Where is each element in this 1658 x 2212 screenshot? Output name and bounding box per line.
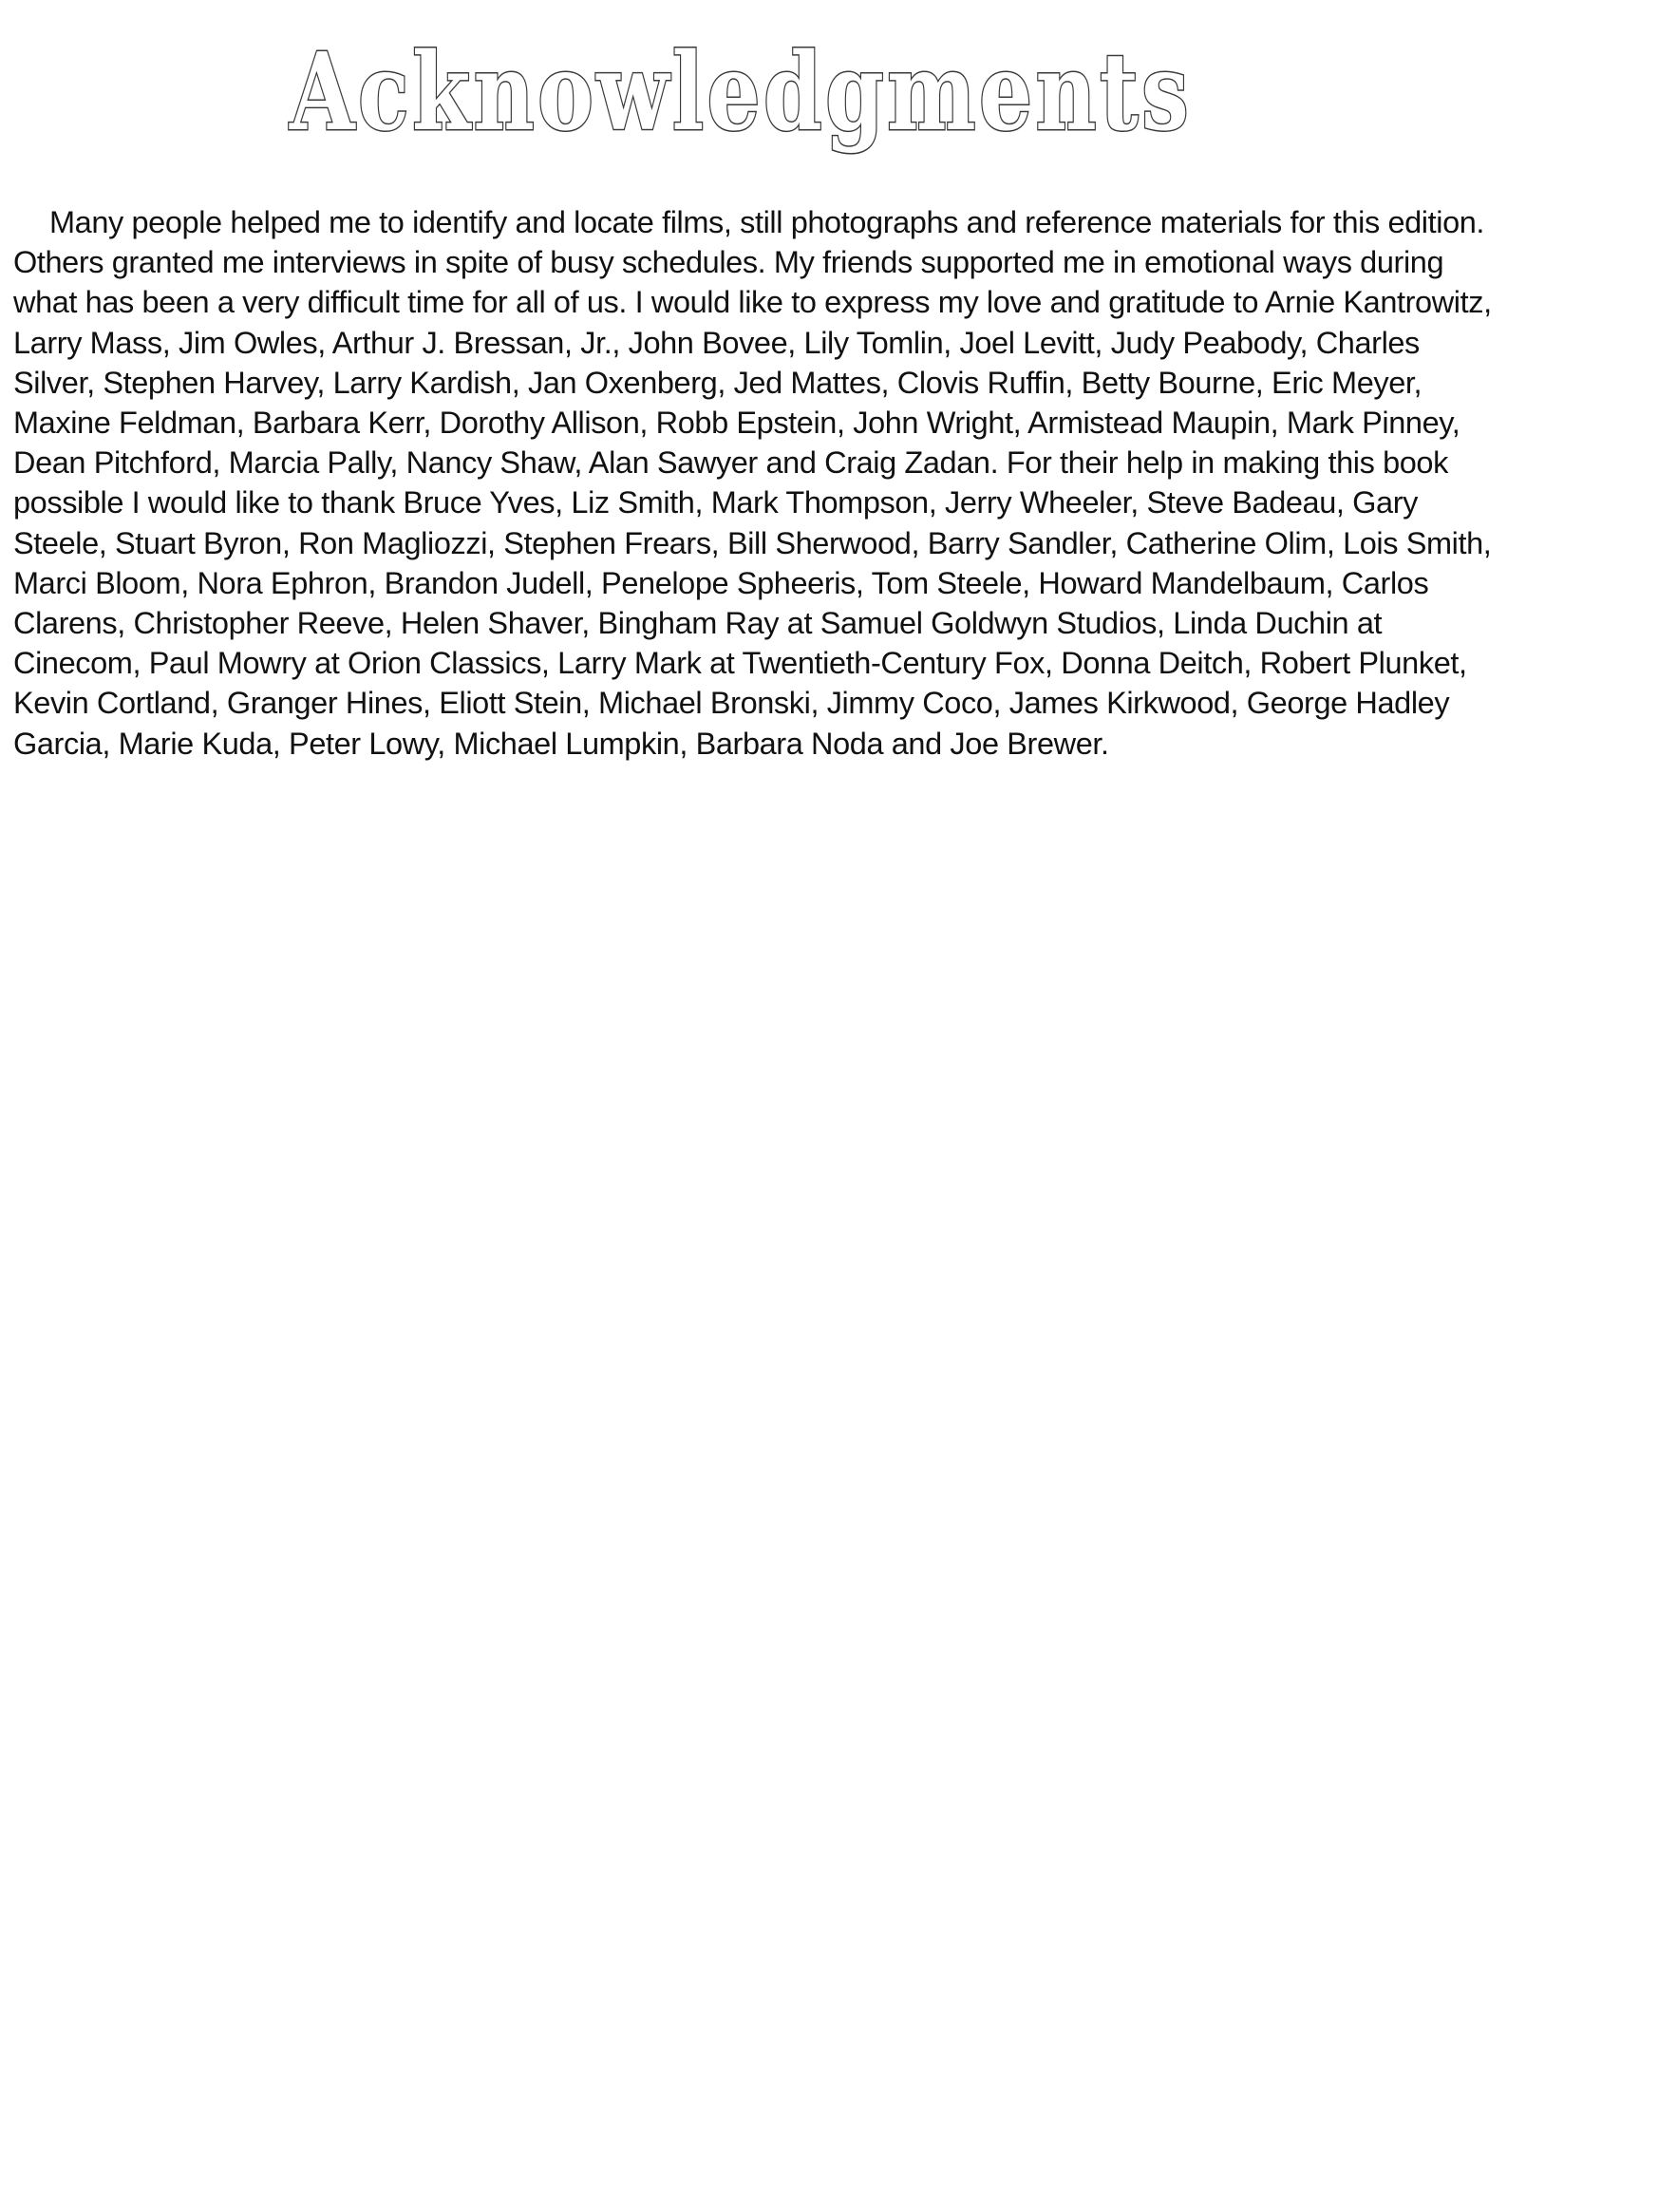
outlined-title-graphic: [275, 27, 1206, 160]
page-title: [275, 27, 1206, 160]
acknowledgments-paragraph: Many people helped me to identify and locate films, still photographs and reference materials for this edition. Others granted me interviews in spite of busy schedules. My friends supported me in emotional ways during what has been a very difficult time for all of us. I would like to express my love and gratitude to Arnie Kantrowitz, Larry Mass, Jim Owles, Arthur J. Bressan, Jr., John Bovee, Lily Tomlin, Joel Levitt, Judy Peabody, Charles Silver, Stephen Harvey, Larry Kardish, Jan Oxenberg, Jed Mattes, Clovis Ruffin, Betty Bourne, Eric Meyer, Maxine Feldman, Barbara Kerr, Dorothy Allison, Robb Epstein, John Wright, Armistead Maupin, Mark Pinney, Dean Pitchford, Marcia Pally, Nancy Shaw, Alan Sawyer and Craig Zadan. For their help in making this book possible I would like to thank Bruce Yves, Liz Smith, Mark Thompson, Jerry Wheeler, Steve Badeau, Gary Steele, Stuart Byron, Ron Magliozzi, Stephen Frears, Bill Sherwood, Barry Sandler, Catherine Olim, Lois Smith, Marci Bloom, Nora Ephron, Brandon Judell, Penelope Spheeris, Tom Steele, Howard Mandelbaum, Carlos Clarens, Christopher Reeve, Helen Shaver, Bingham Ray at Samuel Goldwyn Studios, Linda Duchin at Cinecom, Paul Mowry at Orion Classics, Larry Mark at Twentieth-Century Fox, Donna Deitch, Robert Plunket, Kevin Cortland, Granger Hines, Eliott Stein, Michael Bronski, Jimmy Coco, James Kirkwood, George Hadley Garcia, Marie Kuda, Peter Lowy, Michael Lumpkin, Barbara Noda and Joe Brewer.: [13, 205, 1492, 761]
page-title-text: Acknowledgments: [289, 30, 1192, 155]
